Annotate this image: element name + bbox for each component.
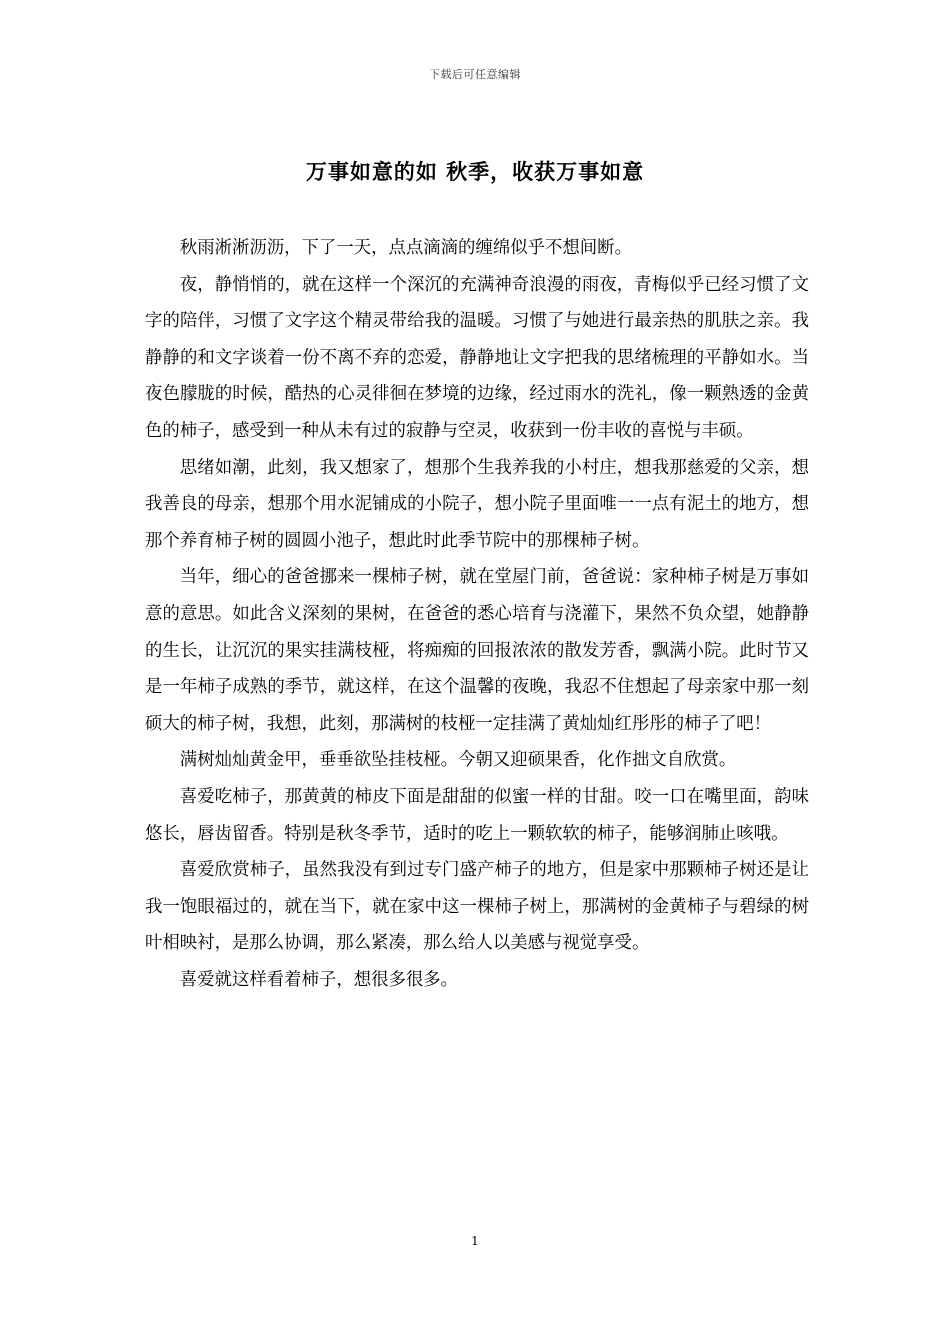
paragraph: 思绪如潮，此刻，我又想家了，想那个生我养我的小村庄，想我那慈爱的父亲，想我善良的母亲，想那个用水泥铺成的小院子，想小院子里面唯一一点有泥土的地方，想那个养育柿子树的圆圆小池子，想此时此季节院中的那棵柿子树。 bbox=[145, 457, 809, 551]
article-body bbox=[145, 230, 809, 998]
paragraph: 满树灿灿黄金甲，垂垂欲坠挂枝桠。今朝又迎硕果香，化作拙文自欣赏。 bbox=[179, 750, 737, 771]
paragraph: 夜，静悄悄的，就在这样一个深沉的充满神奇浪漫的雨夜，青梅似乎已经习惯了文字的陪伴，习惯了文字这个精灵带给我的温暖。习惯了与她进行最亲热的肌肤之亲。我静静的和文字谈着一份不离不弃的恋爱，静静地让文字把我的思绪梳理的平静如水。当夜色朦胧的时候，酷热的心灵徘徊在梦境的边缘，经过雨水的洗礼，像一颗熟透的金黄色的柿子，感受到一种从未有过的寂静与空灵，收获到一份丰收的喜悦与丰硕。 bbox=[145, 274, 809, 441]
paragraph: 喜爱欣赏柿子，虽然我没有到过专门盛产柿子的地方，但是家中那颗柿子树还是让我一饱眼福过的，就在当下，就在家中这一棵柿子树上，那满树的金黄柿子与碧绿的树叶相映衬，是那么协调，那么紧凑，那么给人以美感与视觉享受。 bbox=[145, 860, 809, 954]
paragraph: 喜爱就这样看着柿子，想很多很多。 bbox=[179, 969, 459, 990]
paragraph: 喜爱吃柿子，那黄黄的柿皮下面是甜甜的似蜜一样的甘甜。咬一口在嘴里面，韵味悠长，唇齿留香。特别是秋冬季节，适时的吃上一颗软软的柿子，能够润肺止咳哦。 bbox=[145, 786, 809, 844]
paragraph: 秋雨淅淅沥沥，下了一天，点点滴滴的缠绵似乎不想间断。 bbox=[179, 238, 632, 258]
page-number: 1 bbox=[471, 1234, 479, 1248]
header-note: 下载后可任意编辑 bbox=[429, 68, 521, 81]
page-title: 万事如意的如 秋季，收获万事如意 bbox=[305, 159, 645, 184]
paragraph: 当年，细心的爸爸挪来一棵柿子树，就在堂屋门前，爸爸说：家种柿子树是万事如意的意思。如此含义深刻的果树，在爸爸的悉心培育与浇灌下，果然不负众望，她静静的生长，让沉沉的果实挂满枝桠，将痴痴的回报浓浓的散发芳香，飘满小院。此时节又是一年柿子成熟的季节，就这样，在这个温馨的夜晚，我忍不住想起了母亲家中那一刻硕大的柿子树，我想，此刻，那满树的枝桠一定挂满了黄灿灿红彤彤的柿子了吧！ bbox=[145, 567, 809, 734]
